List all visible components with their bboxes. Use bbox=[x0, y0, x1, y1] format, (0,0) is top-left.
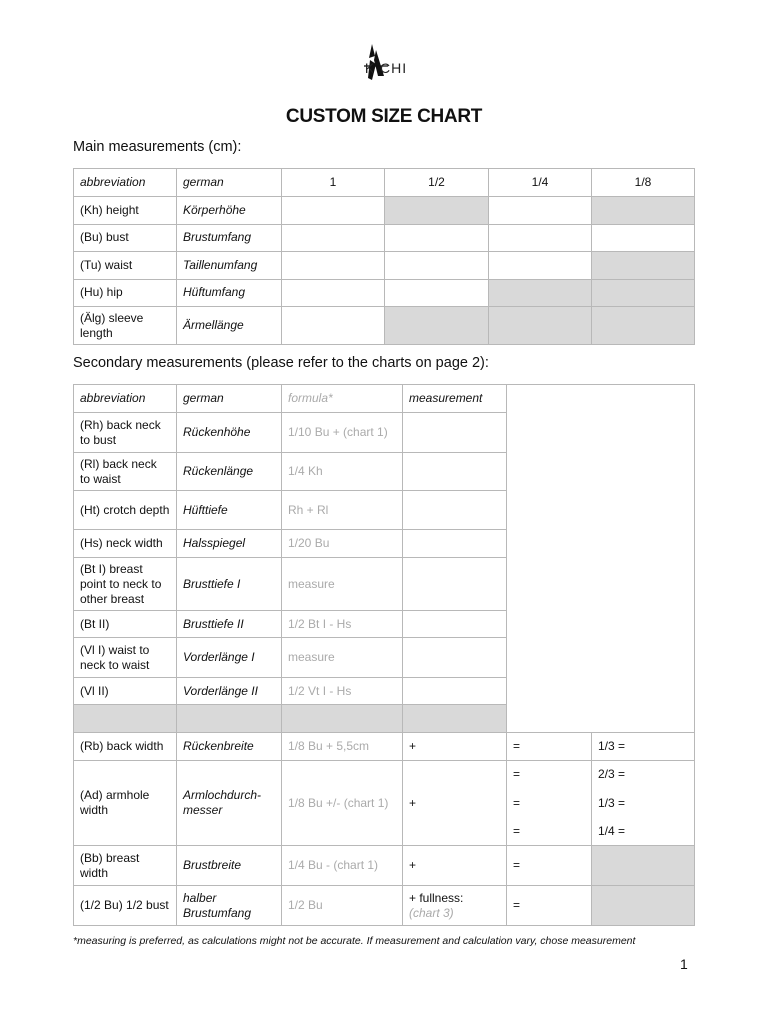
header-cell: 1 bbox=[282, 169, 385, 197]
shaded-cell bbox=[282, 705, 403, 733]
equals-cell[interactable]: = bbox=[507, 789, 592, 818]
logo-text: K CHI bbox=[364, 60, 408, 76]
fraction-cell[interactable]: 1/3 = bbox=[592, 733, 695, 761]
measurement-cell[interactable] bbox=[403, 413, 507, 453]
formula-cell: 1/2 Bt I - Hs bbox=[282, 611, 403, 638]
german-cell: Armlochdurch-messer bbox=[177, 761, 282, 846]
shaded-cell bbox=[592, 846, 695, 886]
main-section-heading: Main measurements (cm): bbox=[73, 139, 242, 155]
value-cell[interactable] bbox=[385, 197, 489, 225]
value-cell[interactable] bbox=[282, 224, 385, 252]
value-cell[interactable] bbox=[592, 252, 695, 280]
abbreviation-cell: (Rl) back neck to waist bbox=[74, 453, 177, 491]
abbreviation-cell: (Rb) back width bbox=[74, 733, 177, 761]
value-cell[interactable] bbox=[489, 307, 592, 345]
header-cell: 1/8 bbox=[592, 169, 695, 197]
german-cell: Rückenlänge bbox=[177, 453, 282, 491]
abbreviation-cell: (Bt I) breast point to neck to other breast bbox=[74, 558, 177, 611]
shaded-cell bbox=[177, 705, 282, 733]
abbreviation-cell: (Bu) bust bbox=[74, 224, 177, 252]
abbreviation-cell: (Bt II) bbox=[74, 611, 177, 638]
value-cell[interactable] bbox=[592, 197, 695, 225]
header-cell: german bbox=[177, 385, 282, 413]
measurement-cell[interactable] bbox=[403, 611, 507, 638]
formula-cell: 1/20 Bu bbox=[282, 530, 403, 558]
table-row bbox=[74, 197, 695, 225]
abbreviation-cell: (Ad) armhole width bbox=[74, 761, 177, 846]
measurement-cell[interactable] bbox=[403, 558, 507, 611]
measurement-cell[interactable] bbox=[403, 491, 507, 530]
header-cell: formula* bbox=[282, 385, 403, 413]
measurement-cell[interactable] bbox=[403, 530, 507, 558]
fraction-cell[interactable]: 1/4 = bbox=[592, 818, 695, 846]
value-cell[interactable] bbox=[282, 197, 385, 225]
table-row bbox=[74, 761, 695, 789]
abbreviation-cell: (Vl II) bbox=[74, 678, 177, 705]
equals-cell[interactable]: = bbox=[507, 846, 592, 886]
measurement-cell[interactable] bbox=[403, 453, 507, 491]
value-cell[interactable] bbox=[385, 279, 489, 307]
german-cell: Rückenhöhe bbox=[177, 413, 282, 453]
german-cell: Rückenbreite bbox=[177, 733, 282, 761]
abbreviation-cell: (Kh) height bbox=[74, 197, 177, 225]
formula-cell: measure bbox=[282, 638, 403, 678]
german-cell: Körperhöhe bbox=[177, 197, 282, 225]
table-row bbox=[74, 886, 695, 926]
value-cell[interactable] bbox=[385, 252, 489, 280]
shaded-cell bbox=[403, 705, 507, 733]
value-cell[interactable] bbox=[282, 279, 385, 307]
table-row bbox=[74, 279, 695, 307]
german-cell: Hüftumfang bbox=[177, 279, 282, 307]
table-header-row bbox=[74, 169, 695, 197]
german-cell: halber Brustumfang bbox=[177, 886, 282, 926]
german-cell: Vorderlänge II bbox=[177, 678, 282, 705]
measurement-cell[interactable] bbox=[403, 638, 507, 678]
value-cell[interactable] bbox=[592, 224, 695, 252]
abbreviation-cell: (Hs) neck width bbox=[74, 530, 177, 558]
table-row bbox=[74, 733, 695, 761]
header-cell: german bbox=[177, 169, 282, 197]
value-cell[interactable] bbox=[282, 252, 385, 280]
value-cell[interactable] bbox=[489, 279, 592, 307]
fullness-label: + fullness: bbox=[409, 890, 464, 905]
formula-cell: 1/8 Bu + 5,5cm bbox=[282, 733, 403, 761]
value-cell[interactable] bbox=[489, 197, 592, 225]
equals-cell[interactable]: = bbox=[507, 818, 592, 846]
value-cell[interactable] bbox=[592, 307, 695, 345]
german-cell: Brustumfang bbox=[177, 224, 282, 252]
empty-notes-area bbox=[507, 385, 695, 733]
german-cell: Brusttiefe I bbox=[177, 558, 282, 611]
formula-cell: 1/8 Bu +/- (chart 1) bbox=[282, 761, 403, 846]
abbreviation-cell: (Älg) sleeve length bbox=[74, 307, 177, 345]
secondary-section-heading: Secondary measurements (please refer to the charts on page 2): bbox=[73, 355, 489, 371]
plus-cell[interactable]: + bbox=[403, 846, 507, 886]
german-cell: Brustbreite bbox=[177, 846, 282, 886]
header-cell: 1/4 bbox=[489, 169, 592, 197]
abbreviation-cell: (Hu) hip bbox=[74, 279, 177, 307]
brand-logo bbox=[346, 42, 426, 82]
abbreviation-cell: (Vl I) waist to neck to waist bbox=[74, 638, 177, 678]
value-cell[interactable] bbox=[282, 307, 385, 345]
table-row bbox=[74, 307, 695, 345]
value-cell[interactable] bbox=[385, 224, 489, 252]
plus-cell[interactable]: + bbox=[403, 733, 507, 761]
footnote: *measuring is preferred, as calculations might not be accurate. If measurement and calculation vary, chose measurement bbox=[73, 935, 636, 947]
german-cell: Hüfttiefe bbox=[177, 491, 282, 530]
formula-cell: 1/2 Vt I - Hs bbox=[282, 678, 403, 705]
table-header-row bbox=[74, 385, 695, 413]
header-cell: measurement bbox=[403, 385, 507, 413]
formula-cell: 1/10 Bu + (chart 1) bbox=[282, 413, 403, 453]
value-cell[interactable] bbox=[385, 307, 489, 345]
value-cell[interactable] bbox=[489, 224, 592, 252]
formula-cell: measure bbox=[282, 558, 403, 611]
table-row bbox=[74, 252, 695, 280]
formula-cell: 1/4 Bu - (chart 1) bbox=[282, 846, 403, 886]
abbreviation-cell: (Tu) waist bbox=[74, 252, 177, 280]
formula-cell: Rh + Rl bbox=[282, 491, 403, 530]
abbreviation-cell: (Bb) breast width bbox=[74, 846, 177, 886]
abbreviation-cell: (Ht) crotch depth bbox=[74, 491, 177, 530]
equals-cell[interactable]: = bbox=[507, 761, 592, 789]
shaded-cell bbox=[74, 705, 177, 733]
fullness-chart-ref: (chart 3) bbox=[409, 905, 454, 920]
formula-cell: 1/4 Kh bbox=[282, 453, 403, 491]
shaded-cell bbox=[592, 886, 695, 926]
main-measurements-table bbox=[73, 168, 695, 345]
document-title: CUSTOM SIZE CHART bbox=[285, 106, 483, 127]
german-cell: Vorderlänge I bbox=[177, 638, 282, 678]
fraction-cell[interactable]: 2/3 = bbox=[592, 761, 695, 789]
table-row bbox=[74, 224, 695, 252]
value-cell[interactable] bbox=[592, 279, 695, 307]
abbreviation-cell: (Rh) back neck to bust bbox=[74, 413, 177, 453]
german-cell: Halsspiegel bbox=[177, 530, 282, 558]
german-cell: Brusttiefe II bbox=[177, 611, 282, 638]
header-cell: abbreviation bbox=[74, 169, 177, 197]
german-cell: Taillenumfang bbox=[177, 252, 282, 280]
value-cell[interactable] bbox=[489, 252, 592, 280]
secondary-measurements-table bbox=[73, 384, 695, 926]
header-cell: abbreviation bbox=[74, 385, 177, 413]
abbreviation-cell: (1/2 Bu) 1/2 bust bbox=[74, 886, 177, 926]
equals-cell[interactable]: = bbox=[507, 886, 592, 926]
plus-cell[interactable]: + bbox=[403, 761, 507, 846]
german-cell: Ärmellänge bbox=[177, 307, 282, 345]
fraction-cell[interactable]: 1/3 = bbox=[592, 789, 695, 818]
header-cell: 1/2 bbox=[385, 169, 489, 197]
fullness-cell[interactable] bbox=[403, 886, 507, 926]
table-row bbox=[74, 846, 695, 886]
formula-cell: 1/2 Bu bbox=[282, 886, 403, 926]
page-number: 1 bbox=[680, 956, 688, 972]
equals-cell[interactable]: = bbox=[507, 733, 592, 761]
measurement-cell[interactable] bbox=[403, 678, 507, 705]
